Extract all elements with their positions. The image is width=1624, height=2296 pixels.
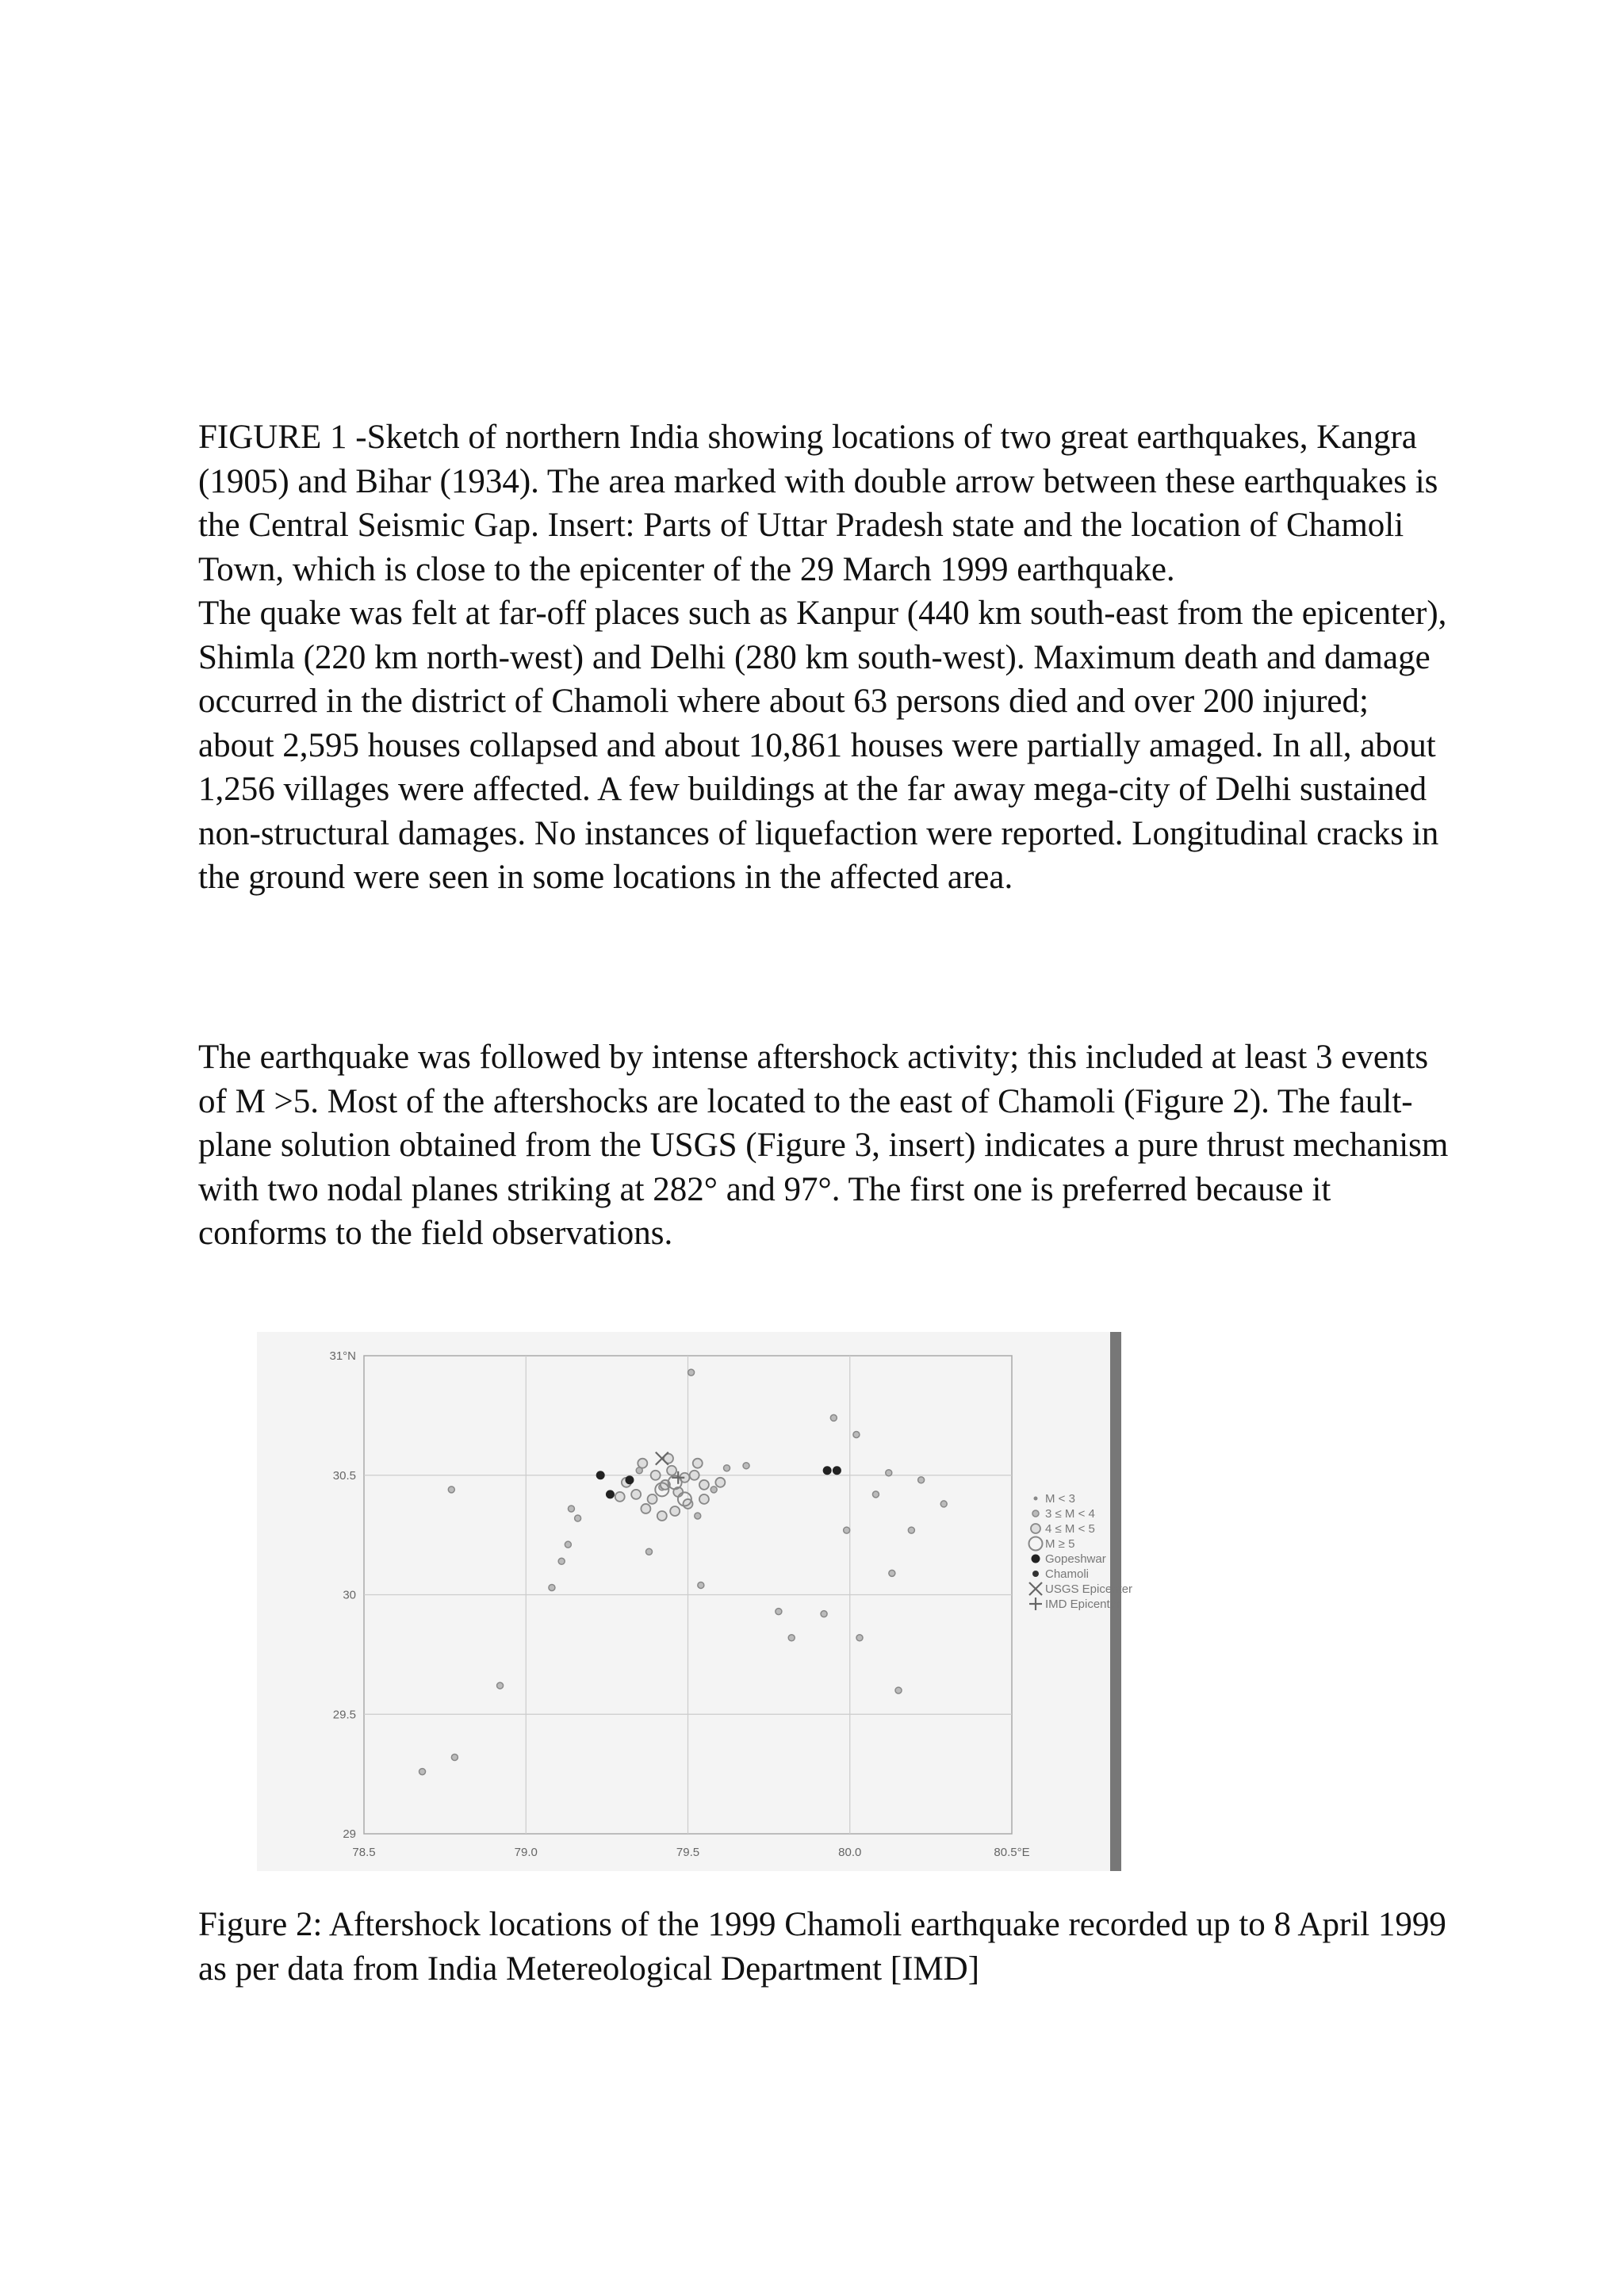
marker-circle xyxy=(641,1504,650,1513)
aftershock-point xyxy=(568,1506,574,1512)
legend-marker xyxy=(1029,1598,1042,1610)
aftershock-point xyxy=(788,1635,795,1641)
marker-circle xyxy=(690,1471,699,1480)
legend-label: 3 ≤ M < 4 xyxy=(1045,1507,1095,1521)
x-tick-label: 80.5°E xyxy=(994,1846,1030,1859)
legend-label: USGS Epicenter xyxy=(1045,1582,1133,1596)
aftershock-point xyxy=(698,1582,704,1588)
aftershock-point xyxy=(886,1470,892,1476)
aftershock-point xyxy=(908,1527,914,1533)
aftershock-point xyxy=(497,1682,504,1689)
marker-circle xyxy=(918,1477,925,1483)
aftershock-point xyxy=(743,1463,749,1469)
marker-circle xyxy=(693,1459,703,1468)
figure2-caption xyxy=(198,1903,1451,1991)
intro-text xyxy=(198,415,1451,900)
marker-circle xyxy=(776,1609,782,1615)
grid-lines xyxy=(364,1356,1012,1834)
aftershock-point xyxy=(688,1369,695,1376)
aftershock-point xyxy=(710,1487,717,1493)
aftershock-point xyxy=(641,1504,650,1513)
legend-marker xyxy=(1029,1582,1042,1595)
legend-label: Gopeshwar xyxy=(1045,1552,1106,1566)
x-tick-label: 79.5 xyxy=(676,1846,700,1859)
marker-circle xyxy=(568,1506,574,1512)
legend-marker xyxy=(1032,1555,1040,1563)
marker-circle xyxy=(844,1527,850,1533)
marker-circle xyxy=(853,1431,860,1437)
marker-circle xyxy=(1031,1524,1040,1533)
marker-circle xyxy=(886,1470,892,1476)
aftershock-point xyxy=(833,1466,841,1475)
aftershock-point xyxy=(419,1769,426,1775)
marker-circle xyxy=(670,1506,680,1516)
aftershock-point xyxy=(451,1755,458,1761)
aftershock-point xyxy=(844,1527,850,1533)
aftershock-map-figure xyxy=(257,1332,1133,1871)
y-tick-label: 30.5 xyxy=(332,1468,356,1483)
y-tick-label: 30 xyxy=(343,1588,356,1602)
marker-circle xyxy=(638,1459,647,1468)
aftershock-point xyxy=(565,1541,571,1548)
x-tick-label: 79.0 xyxy=(514,1846,538,1859)
marker-circle xyxy=(699,1494,709,1504)
aftershock-point xyxy=(940,1501,947,1507)
legend-label: Chamoli xyxy=(1045,1567,1090,1581)
marker-circle xyxy=(724,1465,730,1471)
aftershock-point xyxy=(724,1465,730,1471)
legend-label: M ≥ 5 xyxy=(1045,1537,1075,1551)
marker-circle xyxy=(497,1682,504,1689)
aftershock-scatter-chart xyxy=(257,1332,1133,1871)
aftershock-point xyxy=(549,1584,555,1590)
aftershock-point xyxy=(667,1466,676,1475)
aftershock-point xyxy=(830,1414,837,1421)
figure2-caption-text: Figure 2: Aftershock locations of the 1999 Chamoli earthquake recorded up to 8 April 1999 as per data from India Metereological Department [IMD] xyxy=(198,1906,1446,1988)
aftershock-point xyxy=(606,1490,615,1498)
aftershock-point xyxy=(872,1491,879,1498)
x-tick-label: 78.5 xyxy=(352,1846,376,1859)
legend-marker xyxy=(1034,1497,1038,1501)
aftershock-point xyxy=(715,1478,725,1487)
marker-filled xyxy=(823,1466,832,1475)
aftershock-point xyxy=(821,1611,827,1617)
aftershock-point xyxy=(670,1506,680,1516)
marker-circle xyxy=(615,1492,625,1502)
aftershock-point xyxy=(695,1513,701,1519)
legend-label: IMD Epicenter xyxy=(1045,1598,1121,1611)
aftershock-point xyxy=(575,1515,581,1521)
legend-marker xyxy=(1032,1510,1039,1517)
marker-circle xyxy=(448,1487,454,1493)
y-tick-label: 29.5 xyxy=(332,1708,356,1722)
marker-circle xyxy=(821,1611,827,1617)
marker-circle xyxy=(645,1548,652,1555)
aftershock-point xyxy=(596,1471,605,1479)
aftershock-text xyxy=(198,1035,1451,1256)
marker-circle xyxy=(631,1490,641,1499)
aftershock-point xyxy=(699,1480,709,1490)
marker-circle xyxy=(872,1491,879,1498)
marker-circle xyxy=(895,1687,902,1693)
marker-circle xyxy=(575,1515,581,1521)
aftershock-point xyxy=(648,1494,657,1504)
marker-circle xyxy=(1032,1510,1039,1517)
marker-circle xyxy=(419,1769,426,1775)
marker-filled xyxy=(596,1471,605,1479)
marker-filled xyxy=(606,1490,615,1498)
marker-circle xyxy=(710,1487,717,1493)
aftershock-point xyxy=(895,1687,902,1693)
marker-circle xyxy=(743,1463,749,1469)
legend-label: 4 ≤ M < 5 xyxy=(1045,1522,1095,1536)
aftershock-point xyxy=(918,1477,925,1483)
aftershock-point xyxy=(651,1471,661,1480)
legend-marker xyxy=(1032,1571,1039,1577)
marker-dot xyxy=(1034,1497,1038,1501)
marker-filled xyxy=(1032,1555,1040,1563)
marker-circle xyxy=(788,1635,795,1641)
marker-circle xyxy=(688,1369,695,1376)
marker-circle xyxy=(651,1471,661,1480)
marker-circle xyxy=(889,1570,895,1576)
figure1-caption-paragraph: FIGURE 1 -Sketch of northern India showing locations of two great earthquakes, Kangra (1905) and Bihar (1934). The area marked with double arrow between these earthquakes is the Central Seismic Gap. Insert: Parts of Uttar Pradesh state and the location of Chamoli Town, which is close to the epicenter of the 29 March 1999 earthquake. xyxy=(198,419,1438,588)
marker-circle xyxy=(698,1582,704,1588)
marker-circle xyxy=(648,1494,657,1504)
impact-paragraph: The quake was felt at far-off places such as Kanpur (440 km south-east from the epicenter), Shimla (220 km north-west) and Delhi (280 km south-west). Maximum death and damage occurred in the district of Chamoli where about 63 persons died and over 200 injured; about 2,595 houses collapsed and about 10,861 houses were partially amaged. In all, about 1,256 villages were affected. A few buildings at the far away mega-city of Delhi sustained non-structural damages. No instances of liquefaction were reported. Longitudinal cracks in the ground were seen in some locations in the affected area. xyxy=(198,595,1447,896)
y-tick-label: 31°N xyxy=(329,1349,356,1363)
aftershock-point xyxy=(776,1609,782,1615)
marker-circle xyxy=(1029,1537,1043,1551)
marker-filled xyxy=(833,1466,841,1475)
aftershock-point xyxy=(657,1511,667,1521)
aftershock-point xyxy=(625,1475,634,1484)
aftershock-point xyxy=(615,1492,625,1502)
aftershock-point xyxy=(690,1471,699,1480)
marker-filled xyxy=(625,1475,634,1484)
y-tick-label: 29 xyxy=(343,1827,356,1841)
aftershock-paragraph: The earthquake was followed by intense aftershock activity; this included at least 3 events of M >5. Most of the aftershocks are located to the east of Chamoli (Figure 2). The fault-plane solution obtained from the USGS (Figure 3, insert) indicates a pure thrust mechanism with two nodal planes striking at 282° and 97°. The first one is preferred because it conforms to the field observations. xyxy=(198,1039,1449,1252)
marker-circle xyxy=(657,1511,667,1521)
marker-filled xyxy=(1032,1571,1039,1577)
marker-circle xyxy=(699,1480,709,1490)
marker-circle xyxy=(715,1478,725,1487)
marker-circle xyxy=(451,1755,458,1761)
aftershock-point xyxy=(638,1459,647,1468)
x-tick-label: 80.0 xyxy=(838,1846,862,1859)
marker-circle xyxy=(549,1584,555,1590)
aftershock-point xyxy=(856,1635,863,1641)
marker-circle xyxy=(830,1414,837,1421)
aftershock-point xyxy=(693,1459,703,1468)
aftershock-point xyxy=(889,1570,895,1576)
aftershock-point xyxy=(823,1466,832,1475)
aftershock-point xyxy=(631,1490,641,1499)
aftershock-point xyxy=(448,1487,454,1493)
marker-circle xyxy=(940,1501,947,1507)
legend-marker xyxy=(1031,1524,1040,1533)
marker-circle xyxy=(856,1635,863,1641)
marker-circle xyxy=(908,1527,914,1533)
axis-tick-labels xyxy=(329,1349,1029,1859)
legend-marker xyxy=(1029,1537,1043,1551)
aftershock-point xyxy=(853,1431,860,1437)
marker-circle xyxy=(558,1558,565,1564)
aftershock-point xyxy=(645,1548,652,1555)
marker-circle xyxy=(695,1513,701,1519)
marker-circle xyxy=(565,1541,571,1548)
legend-label: M < 3 xyxy=(1045,1492,1075,1506)
aftershock-point xyxy=(699,1494,709,1504)
marker-circle xyxy=(667,1466,676,1475)
aftershock-point xyxy=(558,1558,565,1564)
